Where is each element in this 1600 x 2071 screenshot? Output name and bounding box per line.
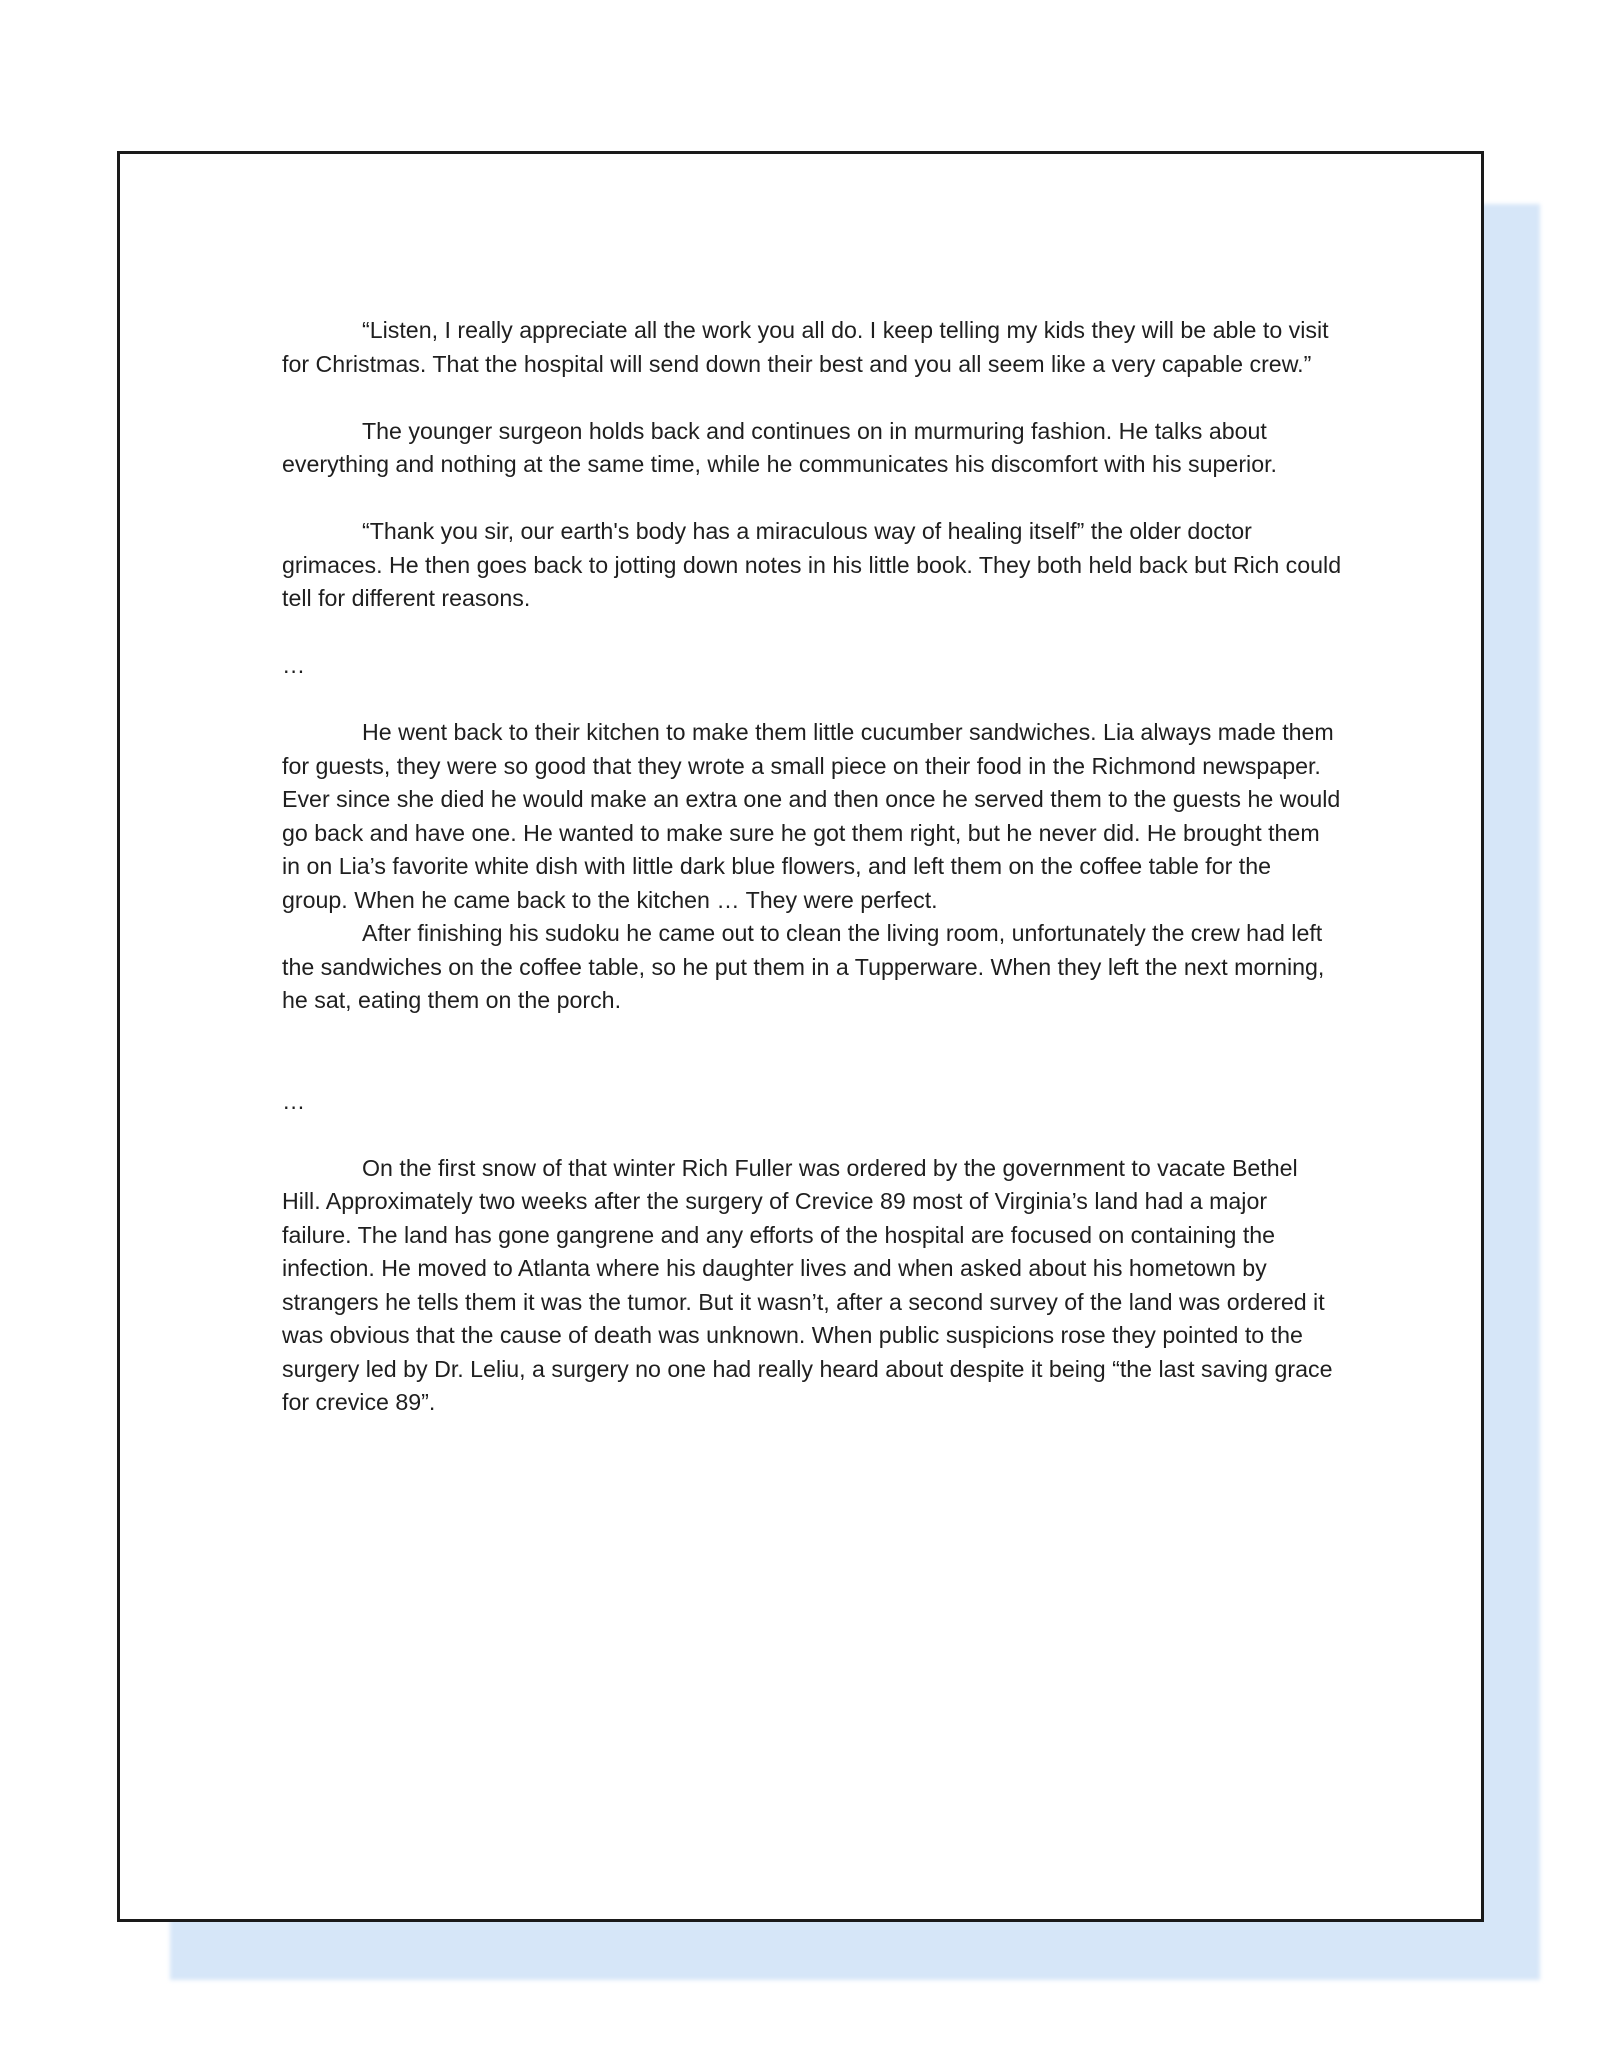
paragraph-gap xyxy=(282,1118,1342,1152)
paragraph-sudoku: After finishing his sudoku he came out to clean the living room, unfortunately the crew had left the sandwiches on the coffee table, so he put them in a Tupperware. When they left the next morning, he sat, eating them on the porch. xyxy=(282,920,1325,1013)
paragraph-thank-you: “Thank you sir, our earth's body has a miraculous way of healing itself” the older doctor grimaces. He then goes back to jotting down notes in his little book. They both held back but Rich could tell for different reasons. xyxy=(282,518,1342,611)
document-body xyxy=(282,314,1342,1420)
paragraph-gap xyxy=(282,482,1342,516)
section-break-1: … xyxy=(282,652,306,678)
section-break-2: … xyxy=(282,1087,306,1114)
paragraph-gap xyxy=(282,1018,1342,1085)
document-page xyxy=(117,151,1484,1922)
paragraph-listen: “Listen, I really appreciate all the work you all do. I keep telling my kids they will be able to visit for Christmas. That the hospital will send down their best and you all seem like a very capable crew.” xyxy=(282,317,1329,377)
paragraph-gap xyxy=(282,683,1342,717)
paragraph-younger-surgeon: The younger surgeon holds back and continues on in murmuring fashion. He talks about everything and nothing at the same time, while he communicates his discomfort with his superior. xyxy=(282,417,1277,477)
paragraph-gap xyxy=(282,616,1342,650)
paragraph-kitchen: He went back to their kitchen to make them little cucumber sandwiches. Lia always made them for guests, they were so good that they wrote a small piece on their food in the Richmond newspaper. Ever since she died he would make an extra one and then once he served them to the guests he would go back and have one. He wanted to make sure he got them right, but he never did. He brought them in on Lia’s favorite white dish with little dark blue flowers, and left them on the coffee table for the group. When he came back to the kitchen … They were perfect. xyxy=(282,719,1341,913)
paragraph-gap xyxy=(282,381,1342,415)
paragraph-first-snow: On the first snow of that winter Rich Fuller was ordered by the government to vacate Bethel Hill. Approximately two weeks after the surgery of Crevice 89 most of Virginia’s land had a major failure. The land has gone gangrene and any efforts of the hospital are focused on containing the infection. He moved to Atlanta where his daughter lives and when asked about his hometown by strangers he tells them it was the tumor. But it wasn’t, after a second survey of the land was ordered it was obvious that the cause of death was unknown. When public suspicions rose they pointed to the surgery led by Dr. Leliu, a surgery no one had really heard about despite it being “the last saving grace for crevice 89”. xyxy=(282,1154,1333,1415)
